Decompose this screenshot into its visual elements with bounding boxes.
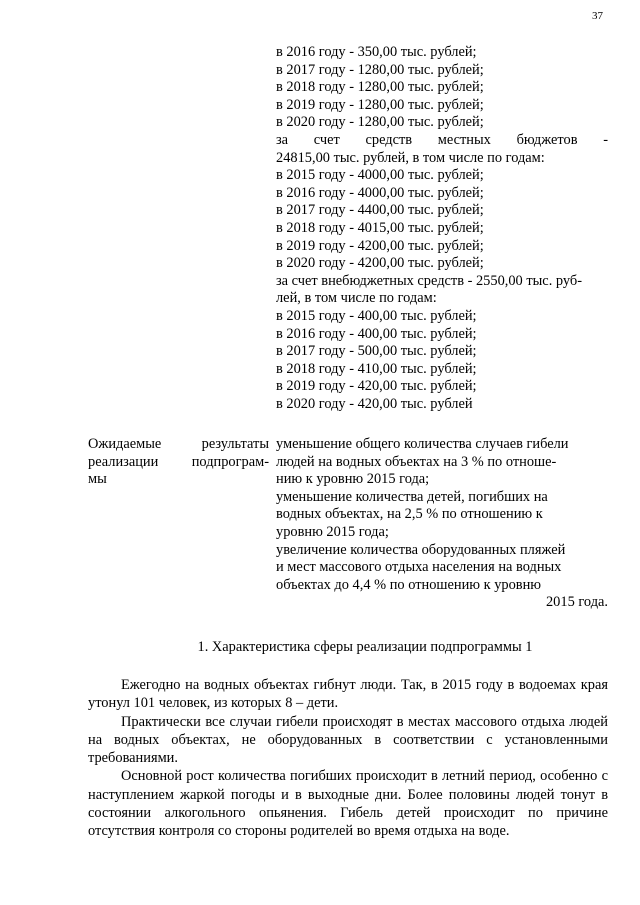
local-budget-heading: за счет средств местных бюджетов - bbox=[276, 131, 608, 148]
paragraph: Ежегодно на водных объектах гибнут люди. Так, в 2015 году в водоемах края утонул 101 человек, из которых 8 – дети. bbox=[88, 677, 608, 712]
extrabudget-line: в 2018 году - 410,00 тыс. рублей; bbox=[276, 360, 477, 377]
funding-line: в 2020 году - 1280,00 тыс. рублей; bbox=[276, 114, 484, 131]
extrabudget-heading: за счет внебюджетных средств - 2550,00 тыс. руб- bbox=[276, 272, 583, 289]
extrabudget-line: в 2015 году - 400,00 тыс. рублей; bbox=[276, 307, 477, 324]
paragraph: Основной рост количества погибших происходит в летний период, особенно с наступлением жаркой погоды и в выходные дни. Более половины людей тонут в состоянии алкогольного опьянения. Гибель детей происходит по причине отсутствия контроля со стороны родителей во время отдыха на воде. bbox=[88, 768, 608, 840]
results-line: увеличение количества оборудованных пляжей bbox=[276, 541, 566, 558]
extrabudget-heading-cont: лей, в том числе по годам: bbox=[276, 290, 437, 307]
local-budget-total: 24815,00 тыс. рублей, в том числе по годам: bbox=[276, 149, 545, 166]
results-line: водных объектах, на 2,5 % по отношению к bbox=[276, 506, 543, 523]
results-label: Ожидаемые результаты реализации подпрограм- мы bbox=[88, 436, 269, 488]
results-line: нию к уровню 2015 года; bbox=[276, 471, 430, 488]
local-budget-line: в 2015 году - 4000,00 тыс. рублей; bbox=[276, 167, 484, 184]
results-line: уменьшение количества детей, погибших на bbox=[276, 488, 548, 505]
results-line: людей на водных объектах на 3 % по отноше- bbox=[276, 453, 557, 470]
extrabudget-line: в 2020 году - 420,00 тыс. рублей bbox=[276, 395, 473, 412]
funding-line: в 2018 году - 1280,00 тыс. рублей; bbox=[276, 79, 484, 96]
results-line: уровню 2015 года; bbox=[276, 523, 389, 540]
local-budget-line: в 2019 году - 4200,00 тыс. рублей; bbox=[276, 237, 484, 254]
extrabudget-line: в 2016 году - 400,00 тыс. рублей; bbox=[276, 325, 477, 342]
body-text bbox=[88, 676, 608, 841]
section-heading: 1. Характеристика сферы реализации подпрограммы 1 bbox=[197, 639, 533, 655]
funding-block bbox=[276, 44, 608, 413]
local-budget-line: в 2018 году - 4015,00 тыс. рублей; bbox=[276, 219, 484, 236]
funding-line: в 2019 году - 1280,00 тыс. рублей; bbox=[276, 96, 484, 113]
funding-line: в 2016 году - 350,00 тыс. рублей; bbox=[276, 44, 477, 60]
local-budget-line: в 2020 году - 4200,00 тыс. рублей; bbox=[276, 255, 484, 272]
results-line: уменьшение общего количества случаев гибели bbox=[276, 436, 569, 452]
page-number: 37 bbox=[592, 10, 603, 22]
results-line: объектах до 4,4 % по отношению к уровню bbox=[276, 576, 542, 593]
funding-line: в 2017 году - 1280,00 тыс. рублей; bbox=[276, 61, 484, 78]
extrabudget-line: в 2019 году - 420,00 тыс. рублей; bbox=[276, 378, 477, 395]
results-line: 2015 года. bbox=[545, 594, 608, 611]
extrabudget-line: в 2017 году - 500,00 тыс. рублей; bbox=[276, 343, 477, 360]
results-line: и мест массового отдыха населения на водных bbox=[276, 559, 562, 576]
paragraph: Практически все случаи гибели происходят в местах массового отдыха людей на водных объектах, не оборудованных в соответствии с установленными требованиями. bbox=[88, 713, 608, 767]
results-text bbox=[276, 436, 608, 612]
local-budget-line: в 2017 году - 4400,00 тыс. рублей; bbox=[276, 202, 484, 219]
local-budget-line: в 2016 году - 4000,00 тыс. рублей; bbox=[276, 184, 484, 201]
